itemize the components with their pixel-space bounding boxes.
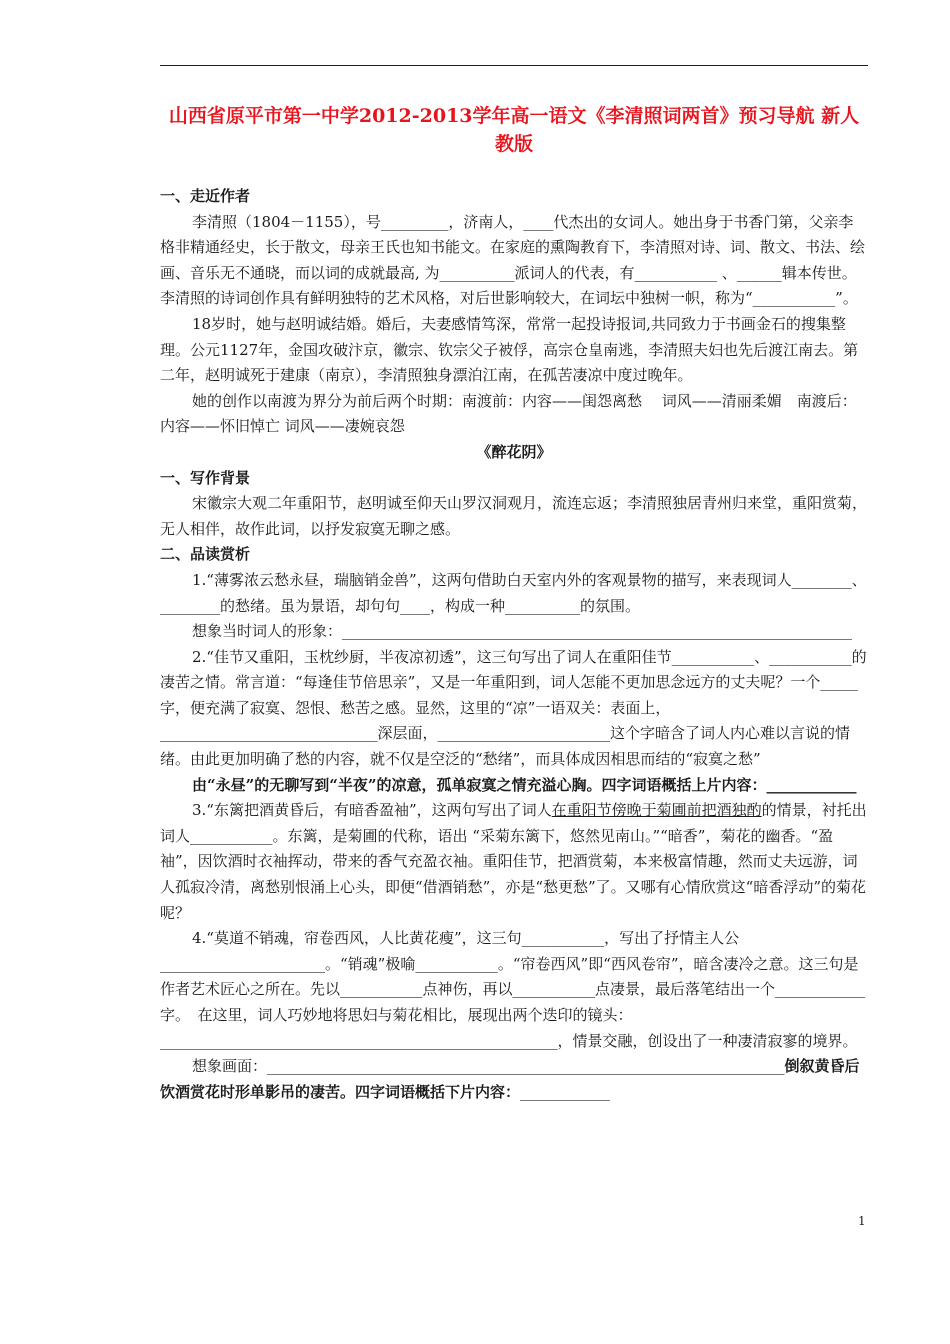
author-paragraph-1: 李清照（1804－1155），号_________，济南人，____代杰出的女词人。她出身于书香门第，父亲李格非精通经史，长于散文，母亲王氏也知书能文。在家庭的熏陶教育下，李清照对诗、词、散文、书法、绘画、音乐无不通晓，而以词的成就最高, 为__________派词人的代表，有___________ 、______辑本传世。李清照的诗词创作具有鲜明独特的艺术风格，对后世影响较大，在词坛中独树一帜，称为“___________”。 (160, 212, 866, 308)
question-3 (160, 798, 868, 926)
document-body (160, 184, 868, 1105)
question-3-lead: 3.“东篱把酒黄昏后，有暗香盈袖”，这两句写出了词人 (192, 801, 552, 820)
section-heading-author: 一、走近作者 (160, 187, 251, 205)
section-heading-analysis: 二、品读赏析 (160, 545, 251, 564)
section-heading-background: 一、写作背景 (160, 468, 251, 487)
question-2: 2.“佳节又重阳，玉枕纱厨，半夜凉初透”，这三句写出了词人在重阳佳节___________、___________的凄苦之情。常言道：“每逢佳节倍思亲”，又是一年重阳到，词人怎能不更加思念远方的丈夫呢？一个_____字，便充满了寂寞、怨恨、愁苦之感。显然，这里的“凉”一语双关：表面上，_____________________________深层面，_______________________这个字暗含了词人内心难以言说的情绪。由此更加明确了愁的内容，就不仅是空泛的“愁绪”，而具体成因相思而结的“寂寞之愁” (160, 647, 867, 769)
question-4-summary: 倒叙黄昏后饮酒赏花时形单影吊的凄苦。四字词语概括下片内容： (160, 1057, 860, 1101)
author-paragraph-3: 她的创作以南渡为界分为前后两个时期：南渡前：内容——闺怨离愁 词风——清丽柔媚 南渡后：内容——怀旧悼亡 词风——凄婉哀怨 (160, 391, 857, 436)
document-title: 山西省原平市第一中学2012-2013学年高一语文《李清照词两首》预习导航 新人教版 (168, 105, 860, 155)
question-4-summary-blank: ____________ (520, 1082, 611, 1101)
question-4: 4.“莫道不销魂，帘卷西风，人比黄花瘦”，这三句___________，写出了抒情主人公______________________。“销魂”极喻___________。“帘卷西风”即“西风卷帘”，暗含凄冷之意。这三句是作者艺术匠心之所在。先以___________点神伤，再以___________点凄景，最后落笔结出一个____________字。 在这里，词人巧妙地将思妇与菊花相比，展现出两个迭印的镜头：_____________________________________________________，情景交融，创设出了一种凄清寂寥的境界。 (160, 929, 866, 1050)
question-1-imagine: 想象当时词人的形象：____________________________________________________________________ (192, 622, 853, 641)
question-1: 1.“薄雾浓云愁永昼，瑞脑销金兽”，这两句借助白天室内外的客观景物的描写，来表现词人________、________的愁绪。虽为景语，却句句____，构成一种__________的氛围。 (160, 570, 867, 615)
question-4-imagine-text: 想象画面：_____________________________________________________________________ (192, 1057, 785, 1076)
poem-title: 《醉花阴》 (476, 442, 552, 461)
header-rule (160, 65, 868, 66)
author-paragraph-2: 18岁时，她与赵明诚结婚。婚后，夫妻感情笃深，常常一起投诗报词,共同致力于书画金石的搜集整理。公元1127年，金国攻破汴京，徽宗、钦宗父子被俘，高宗仓皇南逃，李清照夫妇也先后渡江南去。第二年，赵明诚死于建康（南京），李清照独身漂泊江南，在孤苦凄凉中度过晚年。 (160, 314, 859, 385)
question-3-rest: 的情景，衬托出词人___________。东篱，是菊圃的代称，语出 “采菊东篱下，悠然见南山。”“暗香”，菊花的幽香。“盈袖”，因饮酒时衣袖挥动，带来的香气充盈衣袖。重阳佳节，把酒赏菊，本来极富情趣，然而丈夫远游，词人孤寂冷清，离愁别恨涌上心头，即便“借酒销愁”，亦是“愁更愁”了。又哪有心情欣赏这“暗香浮动”的菊花呢？ (160, 801, 867, 922)
question-2-summary: 由“永昼”的无聊写到“半夜”的凉意，孤单寂寞之情充溢心胸。四字词语概括上片内容：____________ (192, 775, 857, 794)
page-number: 1 (858, 1214, 866, 1228)
question-4-imagine (160, 1054, 868, 1105)
question-3-underlined: 在重阳节傍晚于菊圃前把酒独酌 (551, 801, 762, 820)
background-paragraph: 宋徽宗大观二年重阳节，赵明诚至仰天山罗汉洞观月，流连忘返；李清照独居青州归来堂，重阳赏菊，无人相伴，故作此词，以抒发寂寞无聊之感。 (160, 494, 868, 538)
